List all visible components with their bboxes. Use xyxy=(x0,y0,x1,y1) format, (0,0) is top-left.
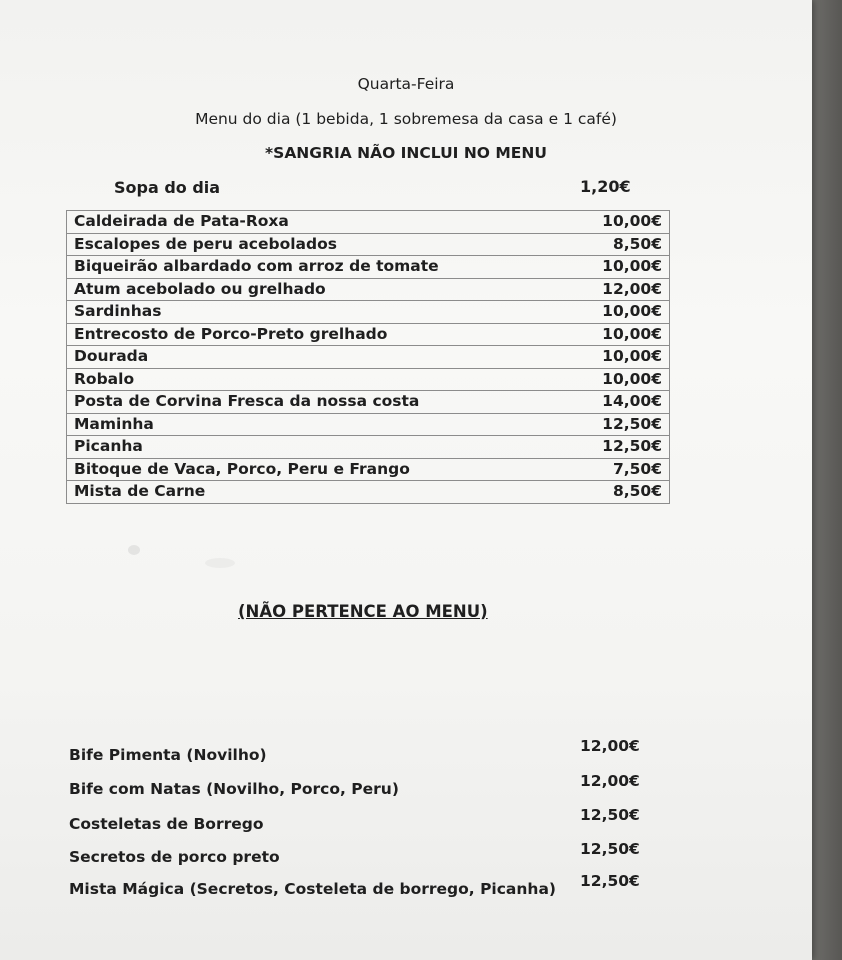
extra-item-name: Costeletas de Borrego xyxy=(69,815,264,833)
dish-price: 8,50€ xyxy=(455,481,670,504)
table-row xyxy=(67,368,670,391)
extra-item-price: 12,00€ xyxy=(580,737,640,755)
table-row xyxy=(67,211,670,234)
dish-price: 14,00€ xyxy=(455,391,670,414)
dish-price: 10,00€ xyxy=(455,301,670,324)
extra-item-name: Secretos de porco preto xyxy=(69,848,280,866)
dish-name: Caldeirada de Pata-Roxa xyxy=(67,211,456,234)
table-row xyxy=(67,278,670,301)
dish-name: Sardinhas xyxy=(67,301,456,324)
table-row xyxy=(67,346,670,369)
menu-title: Menu do dia (1 bebida, 1 sobremesa da casa e 1 café) xyxy=(195,110,617,128)
table-row xyxy=(67,413,670,436)
extra-item-name: Bife Pimenta (Novilho) xyxy=(69,746,267,764)
extra-item-price: 12,50€ xyxy=(580,806,640,824)
extras-heading: (NÃO PERTENCE AO MENU) xyxy=(238,602,488,621)
table-row xyxy=(67,233,670,256)
table-row xyxy=(67,323,670,346)
dish-name: Mista de Carne xyxy=(67,481,456,504)
dish-price: 10,00€ xyxy=(455,346,670,369)
paper-smudge xyxy=(205,558,235,568)
dish-price: 8,50€ xyxy=(455,233,670,256)
table-row xyxy=(67,458,670,481)
dish-name: Posta de Corvina Fresca da nossa costa xyxy=(67,391,456,414)
paper-smudge xyxy=(128,545,140,555)
extra-item-price: 12,50€ xyxy=(580,872,640,890)
table-row xyxy=(67,256,670,279)
dish-price: 7,50€ xyxy=(455,458,670,481)
dish-price: 12,00€ xyxy=(455,278,670,301)
dishes-table xyxy=(66,210,670,504)
dish-name: Dourada xyxy=(67,346,456,369)
extra-item-price: 12,50€ xyxy=(580,840,640,858)
soup-name: Sopa do dia xyxy=(114,178,221,197)
table-row xyxy=(67,481,670,504)
dish-price: 10,00€ xyxy=(455,211,670,234)
extra-item-name: Bife com Natas (Novilho, Porco, Peru) xyxy=(69,780,399,798)
dish-name: Entrecosto de Porco-Preto grelhado xyxy=(67,323,456,346)
dish-name: Atum acebolado ou grelhado xyxy=(67,278,456,301)
dish-name: Bitoque de Vaca, Porco, Peru e Frango xyxy=(67,458,456,481)
table-row xyxy=(67,436,670,459)
dish-name: Biqueirão albardado com arroz de tomate xyxy=(67,256,456,279)
dish-name: Picanha xyxy=(67,436,456,459)
soup-price: 1,20€ xyxy=(580,177,631,196)
dish-price: 10,00€ xyxy=(455,256,670,279)
dish-name: Robalo xyxy=(67,368,456,391)
dish-price: 10,00€ xyxy=(455,323,670,346)
sangria-note: *SANGRIA NÃO INCLUI NO MENU xyxy=(265,144,547,162)
extra-item-price: 12,00€ xyxy=(580,772,640,790)
dish-name: Escalopes de peru acebolados xyxy=(67,233,456,256)
table-row xyxy=(67,391,670,414)
dish-price: 12,50€ xyxy=(455,436,670,459)
table-row xyxy=(67,301,670,324)
day-title: Quarta-Feira xyxy=(357,75,455,93)
extra-item-name: Mista Mágica (Secretos, Costeleta de borrego, Picanha) xyxy=(69,880,557,898)
dish-name: Maminha xyxy=(67,413,456,436)
dish-price: 12,50€ xyxy=(455,413,670,436)
dish-price: 10,00€ xyxy=(455,368,670,391)
